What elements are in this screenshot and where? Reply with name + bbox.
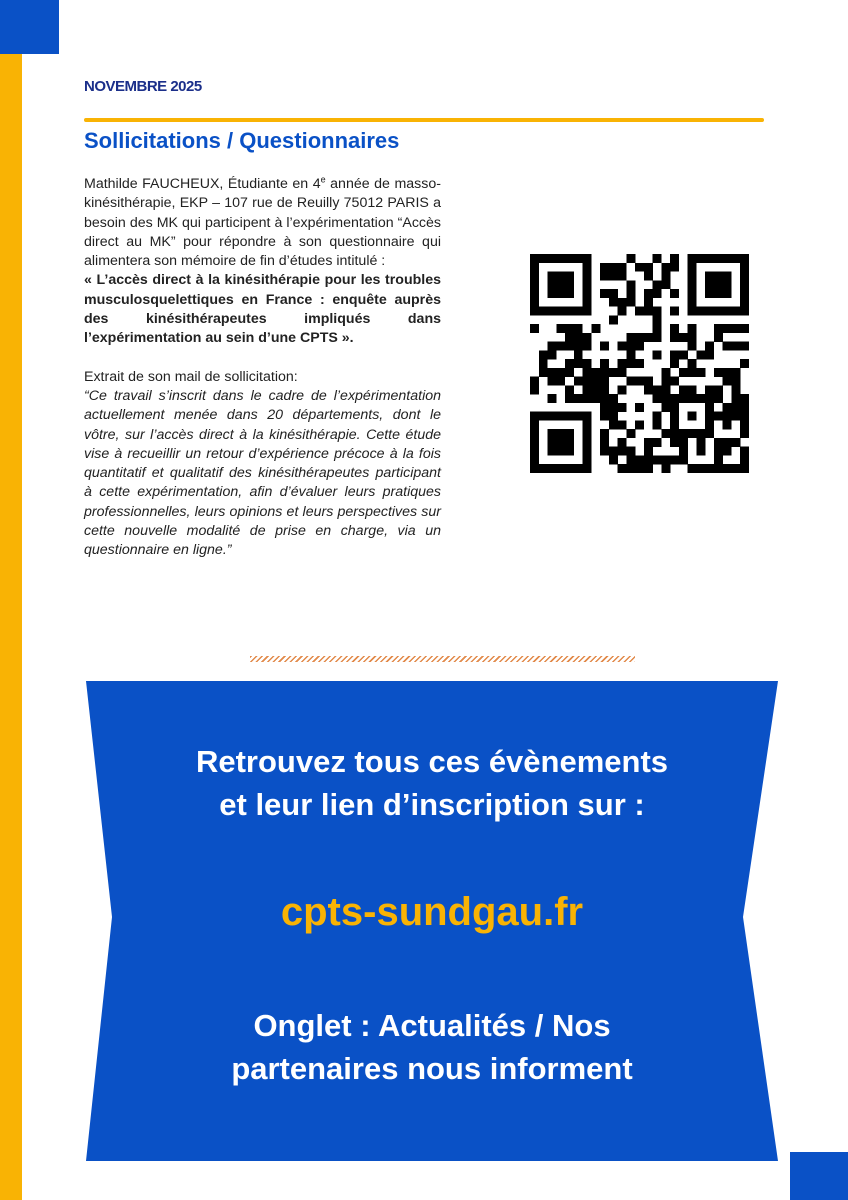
banner-cta xyxy=(86,740,778,826)
cta-line-2: et leur lien d’inscription sur : xyxy=(219,787,645,822)
thesis-title: « L’accès direct à la kinésithérapie pour les troubles musculosquelettiques en France : enquête auprès des kinésithérapeutes impliqués dans l’expérimentation au sein d’une CPTS ». xyxy=(84,272,441,347)
issue-date: NOVEMBRE 2025 xyxy=(84,78,202,95)
section-title: Sollicitations / Questionnaires xyxy=(84,128,400,153)
banner-tab-info xyxy=(86,1004,778,1090)
intro-superscript: e xyxy=(320,174,326,185)
cta-line-1: Retrouvez tous ces évènements xyxy=(195,744,669,779)
tab-line-2: partenaires nous informent xyxy=(231,1051,633,1086)
extract-label: Extrait de son mail de sollicitation: xyxy=(84,368,298,385)
tab-line-1: Onglet : Actualités / Nos xyxy=(253,1008,611,1043)
intro-text-b: année de masso-kinésithérapie, EKP – 107 rue de Reuilly 75012 PARIS a besoin des MK qui participent à l’expérimentation “Accès direct au MK” pour répondre à son questionnaire qui alimentera son mémoire de fin d’études intitulé : xyxy=(84,176,441,270)
website-link[interactable]: cpts-sundgau.fr xyxy=(280,890,584,934)
mail-quote: “Ce travail s’inscrit dans le cadre de l’expérimentation actuellement menée dans 20 départements, dont le vôtre, sur l’accès direct à la kinésithérapie. Cette étude vise à recueillir un retour d’expérience précoce à la fois quantitatif et qualitatif des kinésithérapeutes participant à cette expérimentation, afin d’évaluer leurs pratiques professionnelles, leurs opinions et leurs perspectives sur cette nouvelle modalité de prise en charge, via un questionnaire en ligne.” xyxy=(84,387,441,559)
intro-text-a: Mathilde FAUCHEUX, Étudiante en 4 xyxy=(84,176,321,192)
corner-square-bottom xyxy=(790,1152,848,1200)
